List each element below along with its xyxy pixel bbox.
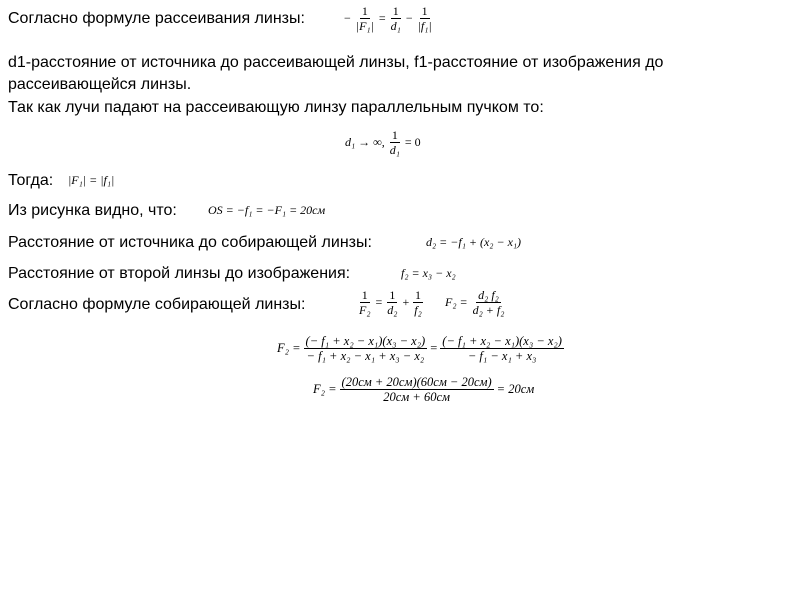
formula-F2-numeric: [313, 375, 534, 404]
den: d₁: [390, 19, 401, 33]
num: 1: [415, 288, 421, 302]
num: 1: [389, 288, 396, 302]
lhs: F₂ =: [445, 295, 468, 309]
lhs: F₂ =: [313, 382, 337, 396]
formula-F2-definition: [445, 288, 506, 317]
text-line: Согласно формуле собирающей линзы:: [8, 296, 306, 313]
num: 1: [421, 4, 428, 18]
den: d₂: [387, 303, 398, 317]
op: +: [402, 295, 410, 309]
den: d₁: [389, 143, 400, 157]
num: 1: [392, 4, 399, 18]
num: (− f₁ + x₂ − x₁)(x₃ − x₂): [305, 334, 426, 348]
formula-f2: f₂ = x₃ − x₂: [401, 266, 456, 280]
den: − f₁ + x₂ − x₁ + x₃ − x₂: [306, 349, 425, 363]
op: =: [378, 11, 386, 25]
op: =: [375, 295, 383, 309]
den: |F₁|: [355, 19, 374, 33]
formula-d2: d₂ = −f₁ + (x₂ − x₁): [426, 235, 522, 249]
text-line: Согласно формуле рассеивания линзы:: [8, 10, 305, 27]
lhs: F₂ =: [277, 341, 301, 355]
den: f₂: [414, 303, 422, 317]
formula-os: OS = −f₁ = −F₁ = 20см: [208, 203, 326, 217]
num: 1: [391, 128, 398, 142]
text-line: d1-расстояние от источника до рассеивающей линзы, f1-расстояние от изображения до: [8, 54, 664, 71]
num: (− f₁ + x₂ − x₁)(x₃ − x₂): [442, 334, 562, 348]
den: 20см + 60см: [383, 390, 450, 404]
op: −: [344, 11, 351, 25]
op: =: [430, 341, 438, 355]
op: −: [405, 11, 413, 25]
text-line: Расстояние от источника до собирающей линзы:: [8, 234, 372, 251]
rhs: = 0: [404, 135, 421, 149]
text-line: Так как лучи падают на рассеивающую линзу параллельным пучком то:: [8, 99, 544, 116]
rhs: = 20см: [496, 382, 535, 396]
formula-diverging-lens: [344, 4, 434, 33]
text-line: Тогда:: [8, 172, 54, 189]
num: 1: [361, 4, 368, 18]
lhs: d₁ → ∞,: [345, 135, 385, 149]
text-line: Расстояние от второй линзы до изображения:: [8, 265, 351, 282]
formula-limit: [345, 128, 421, 157]
formula-converging-lens: [357, 288, 424, 317]
den: − f₁ − x₁ + x₃: [467, 349, 537, 363]
formula-F2-expanded: [277, 334, 564, 363]
text-line: рассеивающейся линзы.: [8, 76, 192, 93]
text-line: Из рисунка видно, что:: [8, 202, 177, 219]
den: F₂: [359, 303, 371, 317]
den: |f₁|: [417, 19, 432, 33]
num: 1: [361, 288, 368, 302]
num: (20см + 20см)(60см − 20см): [341, 375, 492, 389]
num: d₂ f₂: [478, 288, 499, 302]
den: d₂ + f₂: [472, 303, 505, 317]
formula-then: |F₁| = |f₁|: [68, 173, 115, 187]
